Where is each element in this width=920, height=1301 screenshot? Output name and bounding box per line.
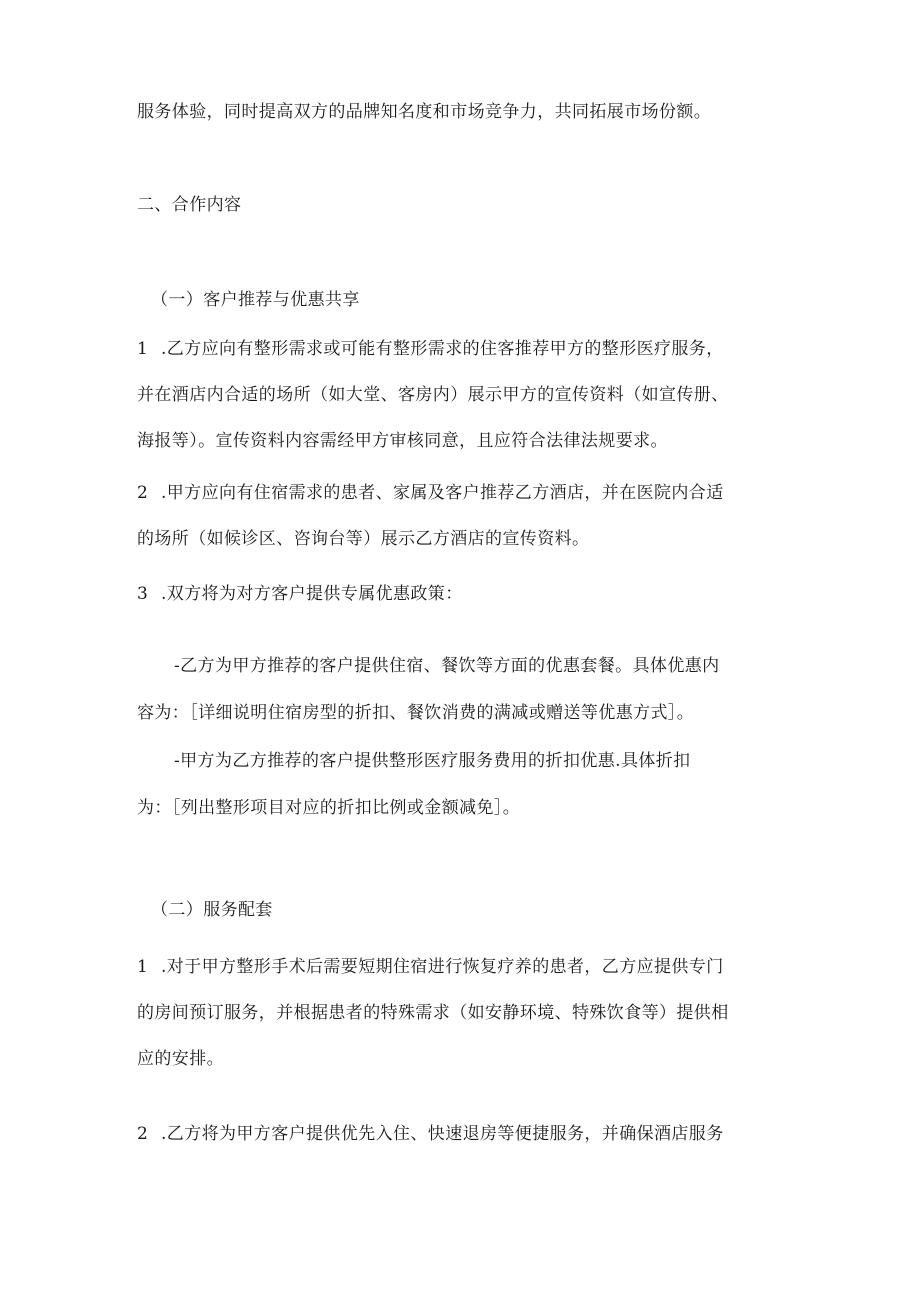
item-2-line-1 <box>137 481 724 505</box>
paragraph-intro-continuation: 服务体验，同时提高双方的品牌知名度和市场竞争力，共同拓展市场份额。 <box>137 102 712 122</box>
item-text: .双方将为对方客户提供专属优惠政策： <box>161 584 463 604</box>
offer-hotel-line-1: -乙方为甲方推荐的客户提供住宿、餐饮等方面的优惠套餐。具体优惠内 <box>174 656 720 676</box>
subsection-heading-services: （二）服务配套 <box>151 900 273 920</box>
item-number: 1 <box>137 957 149 977</box>
item-number: 3 <box>137 584 149 604</box>
subsection-heading-referral: （一）客户推荐与优惠共享 <box>151 290 360 310</box>
offer-clinic-line-1: -甲方为乙方推荐的客户提供整形医疗服务费用的折扣优惠.具体折扣 <box>174 751 691 771</box>
item-text: .对于甲方整形手术后需要短期住宿进行恢复疗养的患者，乙方应提供专门 <box>161 957 724 977</box>
item-1-line-3: 海报等）。宣传资料内容需经甲方审核同意，且应符合法律法规要求。 <box>137 431 668 451</box>
service-item-1-line-1 <box>137 955 724 979</box>
offer-clinic-line-2: 为：［列出整形项目对应的折扣比例或金额减免］。 <box>137 798 521 818</box>
item-2-line-2: 的场所（如候诊区、咨询台等）展示乙方酒店的宣传资料。 <box>137 529 590 549</box>
item-number: 1 <box>137 339 149 359</box>
item-text: .乙方应向有整形需求或可能有整形需求的住客推荐甲方的整形医疗服务， <box>161 339 724 359</box>
item-number: 2 <box>137 483 149 503</box>
item-text: .乙方将为甲方客户提供优先入住、快速退房等便捷服务，并确保酒店服务 <box>161 1124 724 1144</box>
section-heading-cooperation-content: 二、合作内容 <box>137 195 242 215</box>
service-item-2-line-1 <box>137 1122 724 1146</box>
service-item-1-line-3: 应的安排。 <box>137 1049 224 1069</box>
item-1-line-2: 并在酒店内合适的场所（如大堂、客房内）展示甲方的宣传资料（如宣传册、 <box>137 385 729 405</box>
item-number: 2 <box>137 1124 149 1144</box>
offer-hotel-line-2: 容为：［详细说明住宿房型的折扣、餐饮消费的满减或赠送等优惠方式］。 <box>137 703 695 723</box>
item-3-line-1 <box>137 582 463 606</box>
item-1-line-1 <box>137 337 724 361</box>
service-item-1-line-2: 的房间预订服务，并根据患者的特殊需求（如安静环境、特殊饮食等）提供相 <box>137 1003 729 1023</box>
item-text: .甲方应向有住宿需求的患者、家属及客户推荐乙方酒店，并在医院内合适 <box>161 483 724 503</box>
